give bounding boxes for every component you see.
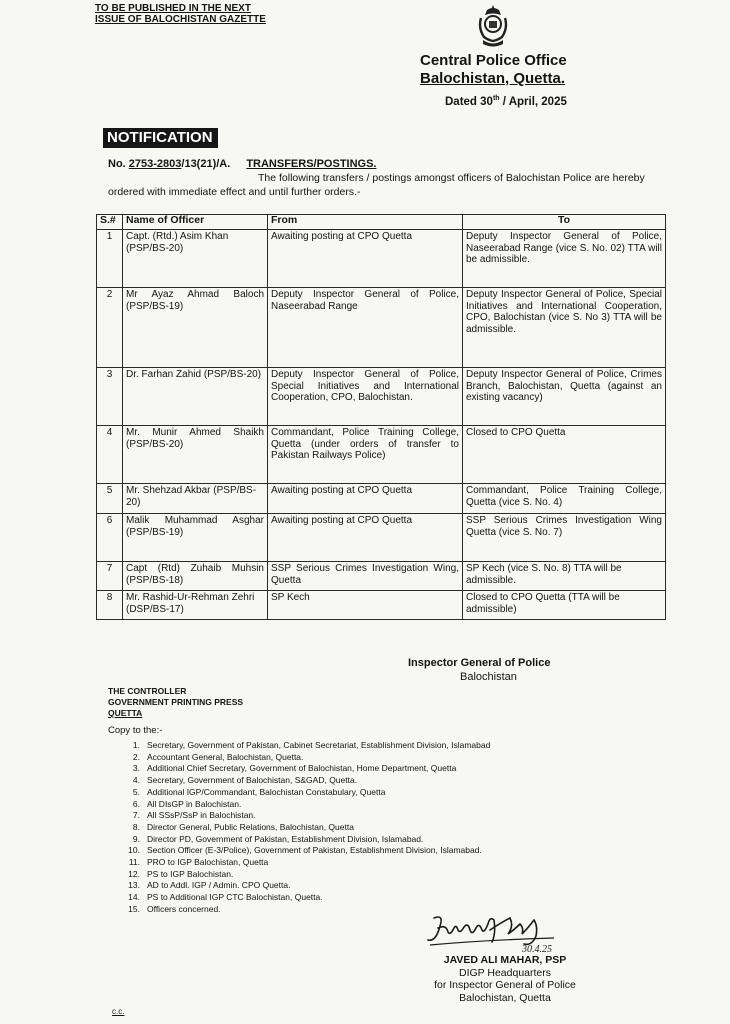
table-row bbox=[97, 484, 666, 514]
header-from: From bbox=[268, 215, 463, 230]
signer-block bbox=[410, 954, 600, 1004]
notification-no-prefix: No. bbox=[108, 158, 129, 170]
copy-item-text: Secretary, Government of Balochistan, S&GAD, Quetta. bbox=[147, 775, 358, 786]
controller-block bbox=[108, 686, 243, 719]
list-item: 10. Section Officer (E-3/Police), Government of Pakistan, Establishment Division, Islamabad. bbox=[128, 845, 482, 856]
cell-from: SSP Serious Crimes Investigation Wing, Quetta bbox=[268, 562, 463, 591]
header-to: To bbox=[463, 215, 666, 230]
signature-date: 30.4.25 bbox=[522, 944, 552, 954]
copy-item-text: All SSsP/SsP in Balochistan. bbox=[147, 810, 256, 821]
office-location: Balochistan, Quetta. bbox=[420, 70, 566, 87]
controller-line1: THE CONTROLLER bbox=[108, 686, 187, 696]
copy-item-text: Secretary, Government of Pakistan, Cabinet Secretariat, Establishment Division, Islamabad bbox=[147, 740, 491, 750]
table-row bbox=[97, 368, 666, 426]
notification-title: NOTIFICATION bbox=[103, 128, 218, 148]
table-row bbox=[97, 562, 666, 591]
cell-to: SP Kech (vice S. No. 8) TTA will be admissible. bbox=[463, 562, 666, 591]
header-sn: S.# bbox=[97, 215, 123, 230]
copy-item-text: Director PD, Government of Pakistan, Establishment Division, Islamabad. bbox=[147, 833, 424, 844]
copy-item-text: Accountant General, Balochistan, Quetta. bbox=[147, 751, 304, 762]
intro-paragraph: The following transfers / postings amongst officers of Balochistan Police are hereby ordered with immediate effect and until further orders.- bbox=[108, 172, 645, 198]
copy-item-text: PRO to IGP Balochistan, Quetta bbox=[147, 857, 269, 868]
date-suffix-sup: th bbox=[492, 95, 500, 102]
list-item: 15. Officers concerned. bbox=[128, 903, 221, 914]
list-item: 13. AD to Addl. IGP / Admin. CPO Quetta. bbox=[128, 880, 291, 891]
table-row bbox=[97, 288, 666, 368]
copy-item-text: Additional Chief Secretary, Government of Balochistan, Home Department, Quetta bbox=[147, 763, 457, 774]
office-heading bbox=[420, 52, 567, 88]
copy-item-text: AD to Addl. IGP / Admin. CPO Quetta. bbox=[147, 880, 291, 891]
list-item: 9. Director PD, Government of Pakistan, Establishment Division, Islamabad. bbox=[132, 833, 424, 844]
signer-designation: DIGP Headquarters bbox=[458, 966, 552, 979]
cell-officer: Mr. Shehzad Akbar (PSP/BS-20) bbox=[123, 484, 268, 514]
table-row bbox=[97, 426, 666, 484]
header-name: Name of Officer bbox=[123, 215, 268, 230]
cell-officer: Dr. Farhan Zahid (PSP/BS-20) bbox=[123, 368, 268, 426]
cell-sn: 4 bbox=[97, 426, 123, 484]
signer-name: JAVED ALI MAHAR, PSP bbox=[443, 954, 567, 966]
cell-officer: Malik Muhammad Asghar (PSP/BS-19) bbox=[123, 514, 268, 562]
list-item: 12. PS to IGP Balochistan. bbox=[128, 868, 234, 879]
copy-item-text: Section Officer (E-3/Police), Government of Pakistan, Establishment Division, Islamabad. bbox=[147, 845, 482, 856]
cell-officer: Capt (Rtd) Zuhaib Muhsin (PSP/BS-18) bbox=[123, 562, 268, 591]
list-item: 5. Additional IGP/Commandant, Balochistan Constabulary, Quetta bbox=[132, 786, 386, 797]
cell-sn: 6 bbox=[97, 514, 123, 562]
list-item: 14. PS to Additional IGP CTC Balochistan, Quetta. bbox=[128, 892, 323, 903]
copy-list bbox=[114, 740, 490, 916]
cell-sn: 2 bbox=[97, 288, 123, 368]
list-item: 7. All SSsP/SsP in Balochistan. bbox=[132, 810, 256, 821]
gazette-note-line2: ISSUE OF BALOCHISTAN GAZETTE bbox=[95, 14, 266, 25]
footer-mark: c.c. bbox=[112, 1007, 125, 1016]
copy-to-label: Copy to the:- bbox=[108, 725, 163, 736]
transfers-table bbox=[96, 214, 666, 620]
cell-sn: 7 bbox=[97, 562, 123, 591]
list-item: 6. All DIsGP in Balochistan. bbox=[132, 798, 242, 809]
cell-officer: Mr. Munir Ahmed Shaikh (PSP/BS-20) bbox=[123, 426, 268, 484]
cell-to: Commandant, Police Training College, Quetta (vice S. No. 4) bbox=[463, 484, 666, 514]
copy-item-text: PS to IGP Balochistan. bbox=[147, 868, 234, 879]
cell-sn: 5 bbox=[97, 484, 123, 514]
cell-from: Deputy Inspector General of Police, Naseerabad Range bbox=[268, 288, 463, 368]
cell-sn: 3 bbox=[97, 368, 123, 426]
gazette-note-line1: TO BE PUBLISHED IN THE NEXT bbox=[95, 3, 251, 14]
cell-sn: 1 bbox=[97, 230, 123, 288]
cell-from: Awaiting posting at CPO Quetta bbox=[268, 514, 463, 562]
list-item: 8. Director General, Public Relations, Balochistan, Quetta bbox=[132, 821, 354, 832]
table-row bbox=[97, 230, 666, 288]
copy-item-text: PS to Additional IGP CTC Balochistan, Quetta. bbox=[147, 892, 323, 903]
signer-for-line: for Inspector General of Police bbox=[434, 979, 576, 991]
table-header-row bbox=[97, 215, 666, 230]
date-month-year: / April, 2025 bbox=[499, 95, 567, 108]
notification-number: 2753-2803 bbox=[128, 158, 182, 170]
gazette-note bbox=[95, 3, 266, 25]
cell-officer: Mr Ayaz Ahmad Baloch (PSP/BS-19) bbox=[123, 288, 268, 368]
handwritten-signature bbox=[424, 912, 564, 954]
cell-to: Closed to CPO Quetta bbox=[463, 426, 666, 484]
controller-line2: GOVERNMENT PRINTING PRESS bbox=[108, 697, 244, 707]
cell-from: Awaiting posting at CPO Quetta bbox=[268, 484, 463, 514]
signer-place: Balochistan, Quetta bbox=[459, 991, 551, 1004]
issuer-block bbox=[408, 656, 550, 684]
cell-to: Deputy Inspector General of Police, Special Initiatives and International Cooperation, CPO, Balochistan (vice S. No 3) TTA will be admissible. bbox=[463, 288, 666, 368]
police-emblem-icon bbox=[476, 4, 510, 48]
cell-from: Awaiting posting at CPO Quetta bbox=[268, 230, 463, 288]
cell-officer: Capt. (Rtd.) Asim Khan (PSP/BS-20) bbox=[123, 230, 268, 288]
list-item: 1. Secretary, Government of Pakistan, Cabinet Secretariat, Establishment Division, Islamabad bbox=[132, 740, 491, 750]
issuer-title: Inspector General of Police bbox=[408, 657, 551, 669]
table-row bbox=[97, 514, 666, 562]
issuer-place: Balochistan bbox=[460, 671, 517, 683]
controller-line3: QUETTA bbox=[108, 708, 143, 718]
notification-reference: /13(21)/A. bbox=[181, 158, 231, 170]
cell-to: Deputy Inspector General of Police, Naseerabad Range (vice S. No. 02) TTA will be admissible. bbox=[463, 230, 666, 288]
cell-to: Deputy Inspector General of Police, Crimes Branch, Balochistan, Quetta (against an existing vacancy) bbox=[463, 368, 666, 426]
office-name: Central Police Office bbox=[420, 52, 567, 69]
table-row bbox=[97, 591, 666, 620]
copy-item-text: All DIsGP in Balochistan. bbox=[147, 798, 242, 809]
list-item: 3. Additional Chief Secretary, Government of Balochistan, Home Department, Quetta bbox=[132, 763, 457, 774]
list-item: 11. PRO to IGP Balochistan, Quetta bbox=[128, 857, 269, 868]
cell-from: Commandant, Police Training College, Quetta (under orders of transfer to Pakistan Railways Police) bbox=[268, 426, 463, 484]
date-prefix: Dated 30 bbox=[445, 95, 493, 108]
notification-number-line bbox=[108, 158, 377, 170]
cell-to: SSP Serious Crimes Investigation Wing Quetta (vice S. No. 7) bbox=[463, 514, 666, 562]
cell-from: Deputy Inspector General of Police, Special Initiatives and International Cooperation, CPO, Balochistan. bbox=[268, 368, 463, 426]
copy-item-text: Officers concerned. bbox=[147, 903, 221, 914]
list-item: 4. Secretary, Government of Balochistan, S&GAD, Quetta. bbox=[132, 775, 358, 786]
list-item: 2. Accountant General, Balochistan, Quetta. bbox=[132, 751, 304, 762]
cell-from: SP Kech bbox=[268, 591, 463, 620]
copy-item-text: Additional IGP/Commandant, Balochistan Constabulary, Quetta bbox=[147, 786, 386, 797]
cell-to: Closed to CPO Quetta (TTA will be admissible) bbox=[463, 591, 666, 620]
cell-officer: Mr. Rashid-Ur-Rehman Zehri (DSP/BS-17) bbox=[123, 591, 268, 620]
copy-item-text: Director General, Public Relations, Balochistan, Quetta bbox=[147, 821, 354, 832]
date-line bbox=[445, 95, 567, 108]
cell-sn: 8 bbox=[97, 591, 123, 620]
notification-subject: TRANSFERS/POSTINGS. bbox=[246, 158, 377, 170]
